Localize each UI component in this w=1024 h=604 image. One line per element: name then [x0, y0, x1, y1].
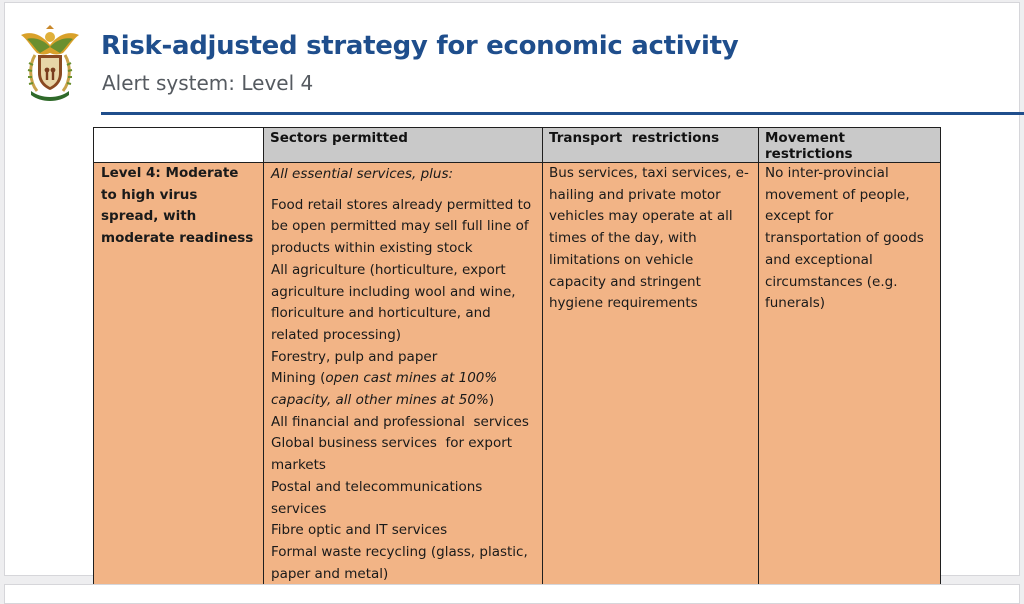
mining-suffix: ): [488, 392, 495, 409]
page-title: Risk-adjusted strategy for economic activity: [101, 31, 739, 61]
slide: [4, 2, 1020, 582]
sector-item: Global business services for export markets: [271, 435, 517, 474]
sector-item-mining: [271, 368, 536, 411]
mining-prefix: Mining (: [271, 370, 326, 387]
level-cell: Level 4: Moderate to high virus spread, with moderate readiness: [94, 163, 264, 586]
sector-item: Fibre optic and IT services: [271, 522, 448, 539]
coat-of-arms-icon: [19, 25, 81, 101]
table-row: [94, 163, 941, 586]
level-4-table: [93, 127, 941, 586]
header-movement: Movement restrictions: [759, 128, 941, 163]
header-blank: [94, 128, 264, 163]
sector-item: All financial and professional services: [271, 413, 529, 430]
sector-item: All agriculture (horticulture, export agriculture including wool and wine, floriculture and horticulture, and related processing): [271, 261, 516, 343]
sector-item: Food retail stores already permitted to be open permitted may sell full line of products within existing stock: [271, 196, 532, 257]
mining-capacity: open cast mines at 100% capacity, all other mines at 50%: [271, 370, 498, 409]
header-sectors: Sectors permitted: [264, 128, 543, 163]
sectors-intro: All essential services, plus:: [271, 166, 454, 182]
header-transport: Transport restrictions: [543, 128, 759, 163]
table-header-row: [94, 128, 941, 163]
sectors-cell: [264, 163, 543, 586]
sector-item: Postal and telecommunications services: [271, 478, 483, 517]
movement-cell: No inter-provincial movement of people, except for transportation of goods and exceptional circumstances (e.g. funerals): [759, 163, 941, 586]
sector-item: Formal waste recycling (glass, plastic, paper and metal): [271, 543, 528, 582]
next-slide-thumbnail[interactable]: [4, 584, 1020, 604]
title-divider: [101, 112, 1024, 115]
transport-cell: Bus services, taxi services, e-hailing and private motor vehicles may operate at all times of the day, with limitations on vehicle capacity and stringent hygiene requirements: [543, 163, 759, 586]
page-subtitle: Alert system: Level 4: [102, 71, 314, 95]
sector-item: Forestry, pulp and paper: [271, 348, 438, 365]
